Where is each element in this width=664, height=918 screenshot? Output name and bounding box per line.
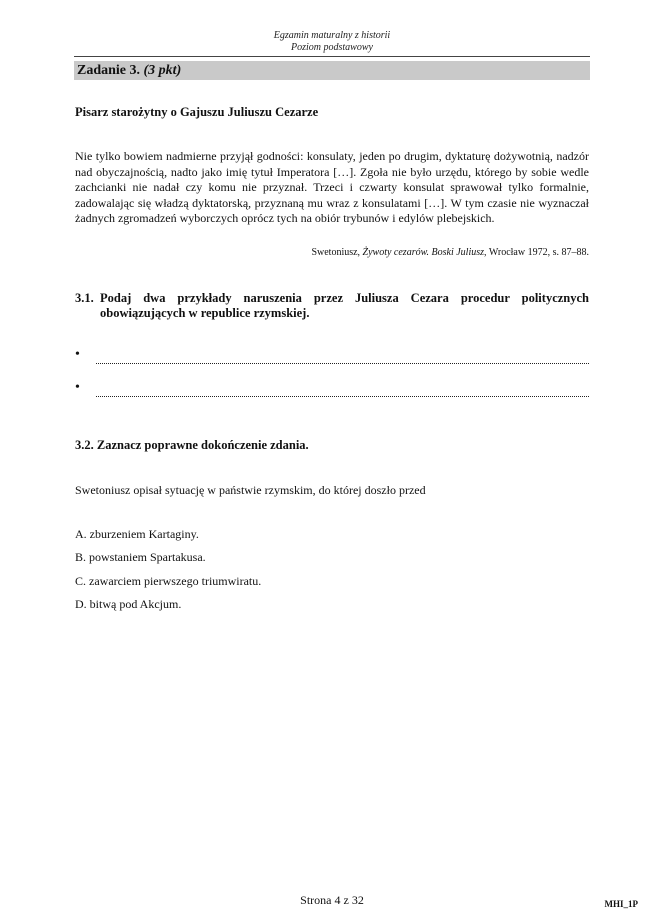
- header-level: Poziom podstawowy: [291, 42, 373, 53]
- header-divider: [74, 56, 590, 57]
- task-heading-bar: [74, 61, 590, 80]
- question-3-1-text: Podaj dwa przykłady naruszenia przez Juliusza Cezara procedur politycznych obowiązujących w republice rzymskiej.: [100, 291, 589, 320]
- option-c[interactable]: C. zawarciem pierwszego triumwiratu.: [75, 574, 262, 588]
- option-b[interactable]: B. powstaniem Spartakusa.: [75, 550, 206, 564]
- citation-details: , Wrocław 1972, s. 87–88.: [484, 247, 589, 258]
- question-3-1: [75, 291, 589, 320]
- source-text: Nie tylko bowiem nadmierne przyjął godności: konsulaty, jeden po drugim, dyktaturę dożywotnią, nadzór nad obyczajnością, nadto jako imię tytuł Imperatora […]. Zgoła nie było urzędu, którego by sobie wedle zachcianki nie nadał czy komu nie przyznał. Trzeci i czwarty konsulat sprawował tylko formalnie, zadowalając się władzą dyktatorską, przyznaną mu wraz z konsulatami […]. W tym czasie nie wyznaczał żadnych zgromadzeń wyborczych oprócz tych na obiór trybunów i edylów plebejskich.: [75, 149, 589, 225]
- answer-line-2[interactable]: [75, 380, 589, 397]
- question-3-1-number: 3.1.: [75, 291, 94, 305]
- task-title: Zadanie 3.: [77, 63, 141, 78]
- option-d[interactable]: D. bitwą pod Akcjum.: [75, 597, 182, 611]
- running-header: [0, 30, 664, 54]
- citation-title: Żywoty cezarów. Boski Juliusz: [362, 247, 485, 258]
- question-3-2: 3.2. Zaznacz poprawne dokończenie zdania.: [75, 438, 309, 452]
- bullet-icon: •: [75, 380, 80, 395]
- bullet-icon: •: [75, 347, 80, 362]
- source-title: Pisarz starożytny o Gajuszu Juliuszu Cezarze: [75, 105, 319, 119]
- page-number: Strona 4 z 32: [300, 893, 364, 907]
- source-citation: [311, 247, 589, 259]
- answer-dotted-line: [96, 363, 589, 364]
- task-points: (3 pkt): [143, 63, 182, 78]
- header-exam-name: Egzamin maturalny z historii: [273, 30, 391, 41]
- citation-author: Swetoniusz,: [311, 247, 363, 258]
- answer-dotted-line: [96, 396, 589, 397]
- option-a[interactable]: A. zburzeniem Kartaginy.: [75, 527, 199, 541]
- question-3-2-prompt: Swetoniusz opisał sytuację w państwie rzymskim, do której doszło przed: [75, 483, 426, 497]
- answer-line-1[interactable]: [75, 347, 589, 364]
- exam-code: MHI_1P: [604, 899, 638, 909]
